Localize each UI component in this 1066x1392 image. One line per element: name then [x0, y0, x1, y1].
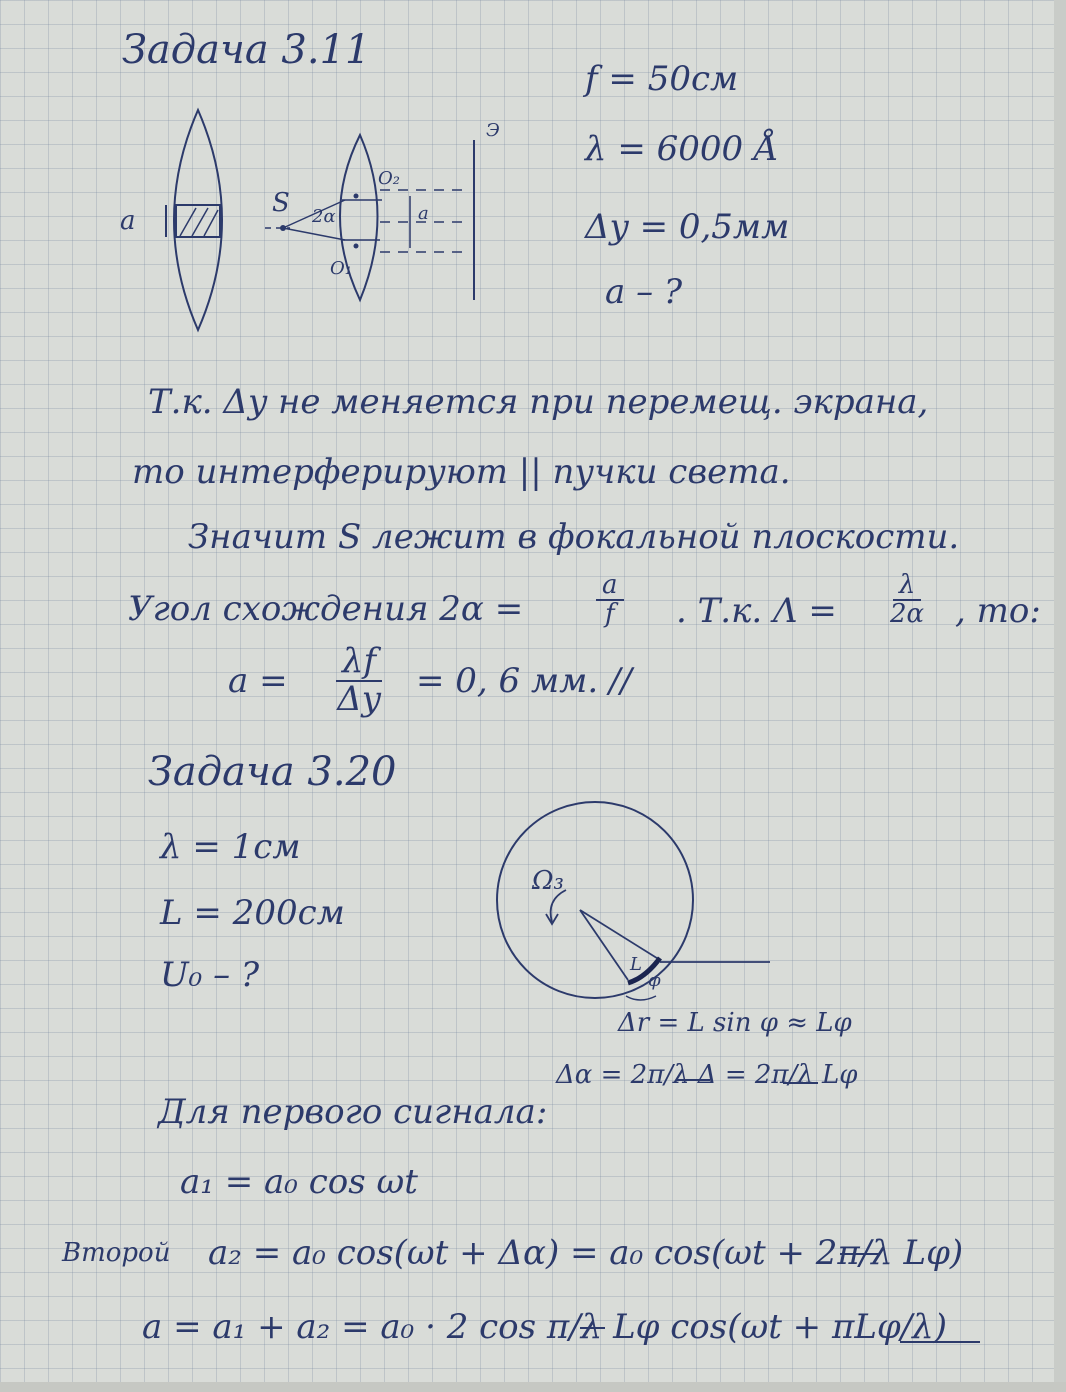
given2-lambda: λ = 1см	[160, 827, 301, 867]
label-o2: O₂	[378, 168, 400, 189]
problem2-title: Задача 3.20	[148, 749, 397, 795]
text-line-2: то интерферируют || пучки света.	[132, 452, 791, 492]
given-f: f = 50см	[585, 59, 739, 99]
label-a-left: a	[120, 206, 136, 236]
given-lambda: λ = 6000 Å	[585, 129, 779, 169]
delta-alpha: Δα = 2π/λ Δ = 2π/λ Lφ	[556, 1060, 858, 1090]
problem-title: Задача 3.11	[122, 27, 371, 73]
label-s: S	[272, 188, 290, 218]
first-signal: Для первого сигнала:	[158, 1092, 548, 1132]
given2-find: U₀ – ?	[160, 955, 260, 995]
label-omega: Ω₃	[532, 866, 564, 896]
label-o1: O₁	[330, 258, 352, 279]
given-find: a – ?	[605, 272, 683, 312]
fraction-numerator: λ	[893, 572, 921, 601]
fraction-numerator: λf	[336, 644, 382, 682]
text-line-1: Т.к. Δy не меняется при перемещ. экрана,	[148, 382, 929, 422]
label-two-alpha: 2α	[312, 206, 336, 227]
given-dy: Δy = 0,5мм	[585, 207, 790, 247]
a2-formula: a₂ = a₀ cos(ωt + Δα) = a₀ cos(ωt + 2π/λ Lφ)	[208, 1233, 964, 1273]
earth-circle	[497, 802, 693, 998]
label-screen: Э	[486, 120, 500, 141]
fraction-a-over-f	[596, 572, 624, 629]
angle-text: Угол схождения 2α =	[128, 589, 524, 629]
to-text: , то:	[955, 591, 1041, 631]
fraction-denominator: 2α	[890, 599, 925, 630]
fraction-lambda-over-2alpha	[890, 572, 924, 629]
second-label: Второй	[62, 1238, 171, 1268]
sum-formula: a = a₁ + a₂ = a₀ · 2 cos π/λ Lφ cos(ωt + πLφ/λ)	[142, 1307, 947, 1347]
text-line-3: Значит S лежит в фокальной плоскости.	[188, 517, 960, 557]
lens-large	[174, 110, 222, 330]
a1-formula: a₁ = a₀ cos ωt	[180, 1162, 418, 1202]
answer-lhs: a =	[228, 661, 288, 701]
label-phi: φ	[648, 970, 661, 991]
fraction-answer	[336, 641, 382, 719]
fraction-denominator: Δy	[337, 678, 381, 719]
label-a-mid: a	[418, 203, 429, 224]
label-l: L	[630, 954, 642, 975]
dr-formula: Δr = L sin φ ≈ Lφ	[618, 1008, 852, 1038]
answer-rhs: = 0, 6 мм. //	[416, 661, 632, 701]
given2-l: L = 200см	[160, 893, 345, 933]
tk-text: . Т.к. Λ =	[676, 591, 837, 631]
fraction-numerator: a	[596, 572, 624, 601]
fraction-denominator: f	[604, 599, 615, 630]
